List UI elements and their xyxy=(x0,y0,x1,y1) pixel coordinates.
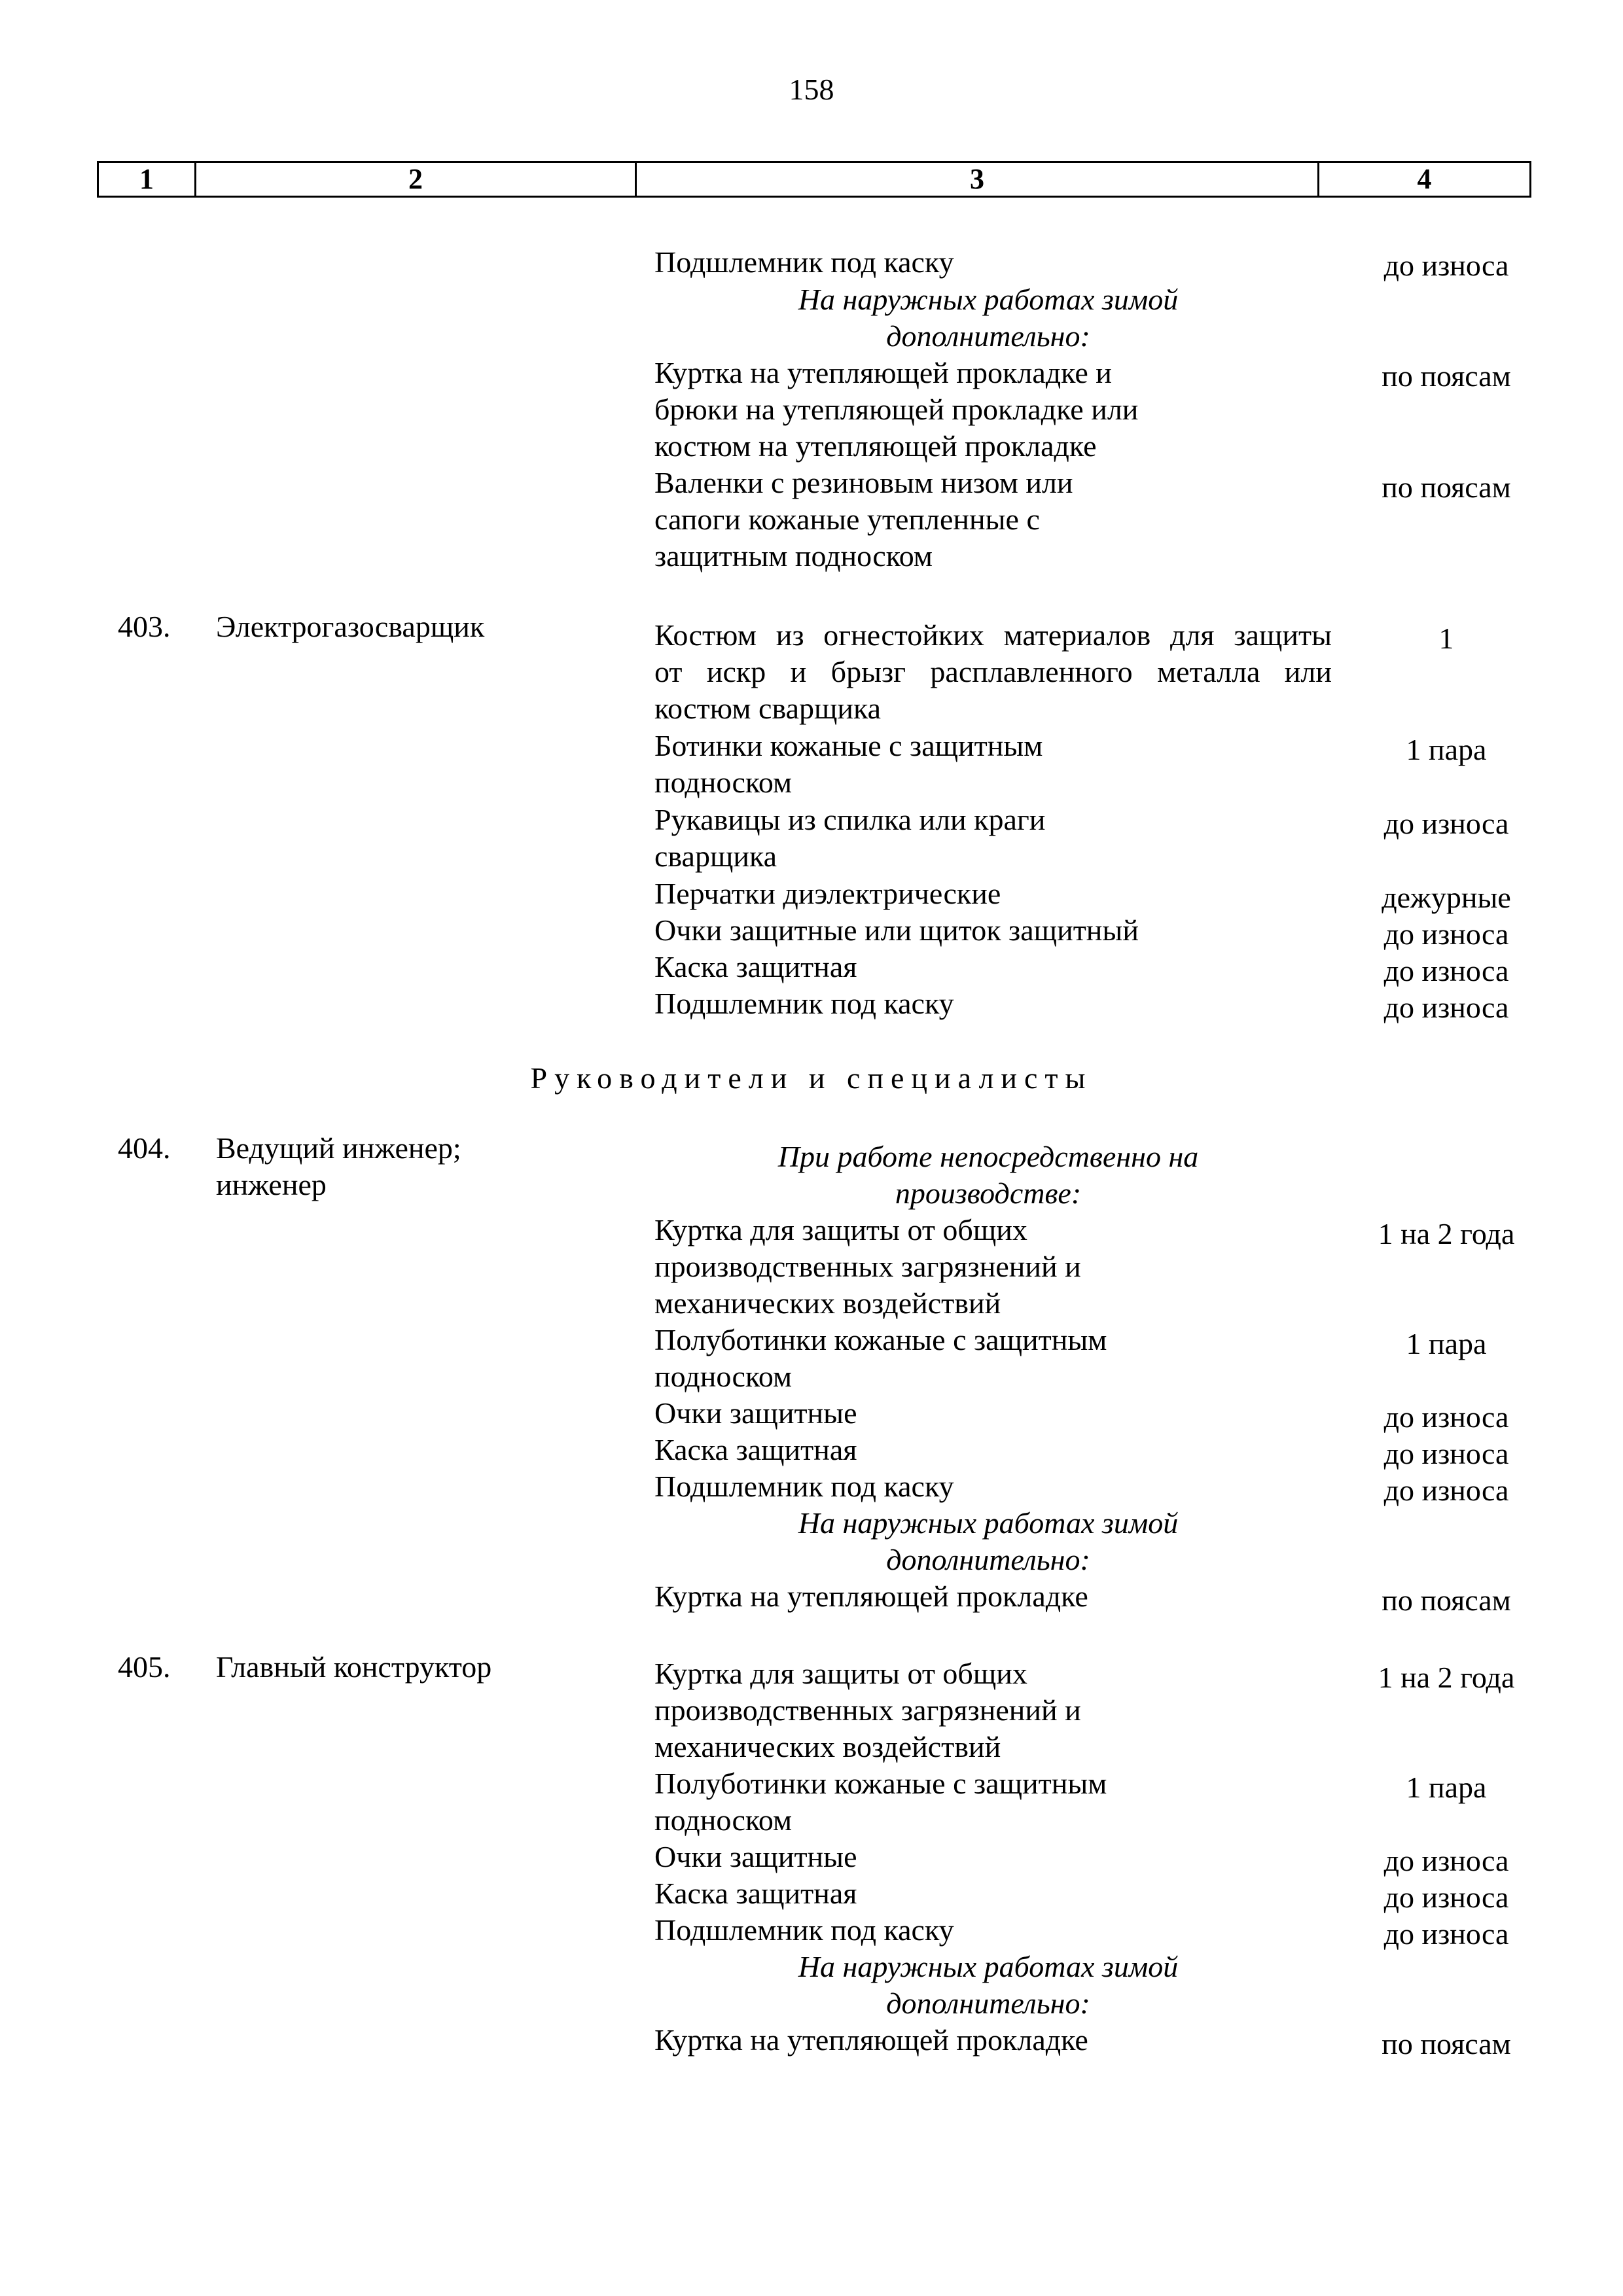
profession-405: Главный конструктор xyxy=(216,1650,492,1684)
row-number-404: 404. xyxy=(118,1131,171,1165)
qty-helmet-403: до износа xyxy=(1383,954,1509,987)
note-winter-outdoor-404: На наружных работах зимой xyxy=(798,1506,1179,1540)
item-helmet-404: Каска защитная xyxy=(654,1433,857,1466)
item-helmet-405: Каска защитная xyxy=(654,1877,857,1910)
note-winter-outdoor-405: На наружных работах зимой xyxy=(798,1950,1179,1983)
qty-helmet-liner: до износа xyxy=(1383,249,1509,282)
item-protective-jacket-404-line2: производственных загрязнений и xyxy=(654,1250,1081,1283)
qty-goggles-404: до износа xyxy=(1383,1400,1509,1434)
item-helmet-liner: Подшлемник под каску xyxy=(654,245,954,279)
profession-404-line2: инженер xyxy=(216,1168,327,1201)
column-header-1: 1 xyxy=(98,162,196,197)
row-number-403: 403. xyxy=(118,610,171,643)
item-fireproof-suit-line2: от искр и брызг расплавленного металла или xyxy=(654,655,1332,688)
qty-dielectric-gloves: дежурные xyxy=(1382,881,1511,914)
column-header-table xyxy=(97,161,1531,198)
qty-low-boots-405: 1 пара xyxy=(1406,1771,1487,1804)
profession-404-line1: Ведущий инженер; xyxy=(216,1131,461,1165)
section-heading: Руководители и специалисты xyxy=(530,1061,1093,1095)
item-protective-jacket-405-line2: производственных загрязнений и xyxy=(654,1693,1081,1727)
qty-protective-jacket-405: 1 на 2 года xyxy=(1378,1661,1515,1694)
item-goggles-405: Очки защитные xyxy=(654,1840,857,1873)
item-mittens-line2: сварщика xyxy=(654,839,777,873)
note-production: производстве: xyxy=(895,1176,1082,1210)
item-goggles-or-shield: Очки защитные или щиток защитный xyxy=(654,913,1139,947)
item-dielectric-gloves: Перчатки диэлектрические xyxy=(654,877,1001,910)
item-protective-jacket-404-line1: Куртка для защиты от общих xyxy=(654,1213,1027,1246)
item-low-boots-405-line1: Полуботинки кожаные с защитным xyxy=(654,1767,1107,1800)
item-felt-boots-line3: защитным подноском xyxy=(654,539,933,573)
qty-insulated-jacket-405: по поясам xyxy=(1382,2027,1511,2060)
qty-helmet-liner-403: до износа xyxy=(1383,991,1509,1024)
column-header-3: 3 xyxy=(636,162,1319,197)
item-low-boots-405-line2: подноском xyxy=(654,1803,793,1837)
qty-low-boots-404: 1 пара xyxy=(1406,1327,1487,1360)
item-protective-jacket-405-line1: Куртка для защиты от общих xyxy=(654,1657,1027,1690)
note-additionally: дополнительно: xyxy=(886,319,1090,353)
qty-felt-boots: по поясам xyxy=(1382,470,1511,504)
note-additionally-405: дополнительно: xyxy=(886,1987,1090,2020)
item-insulated-jacket-405: Куртка на утепляющей прокладке xyxy=(654,2023,1088,2057)
item-helmet-liner-403: Подшлемник под каску xyxy=(654,987,954,1020)
profession-403: Электрогазосварщик xyxy=(216,610,485,643)
item-mittens-line1: Рукавицы из спилка или краги xyxy=(654,803,1046,836)
qty-goggles-405: до износа xyxy=(1383,1844,1509,1877)
item-felt-boots-line2: сапоги кожаные утепленные с xyxy=(654,503,1040,536)
item-fireproof-suit-line1: Костюм из огнестойких материалов для защиты xyxy=(654,618,1332,652)
item-insulated-jacket-line3: костюм на утепляющей прокладке xyxy=(654,429,1097,463)
row-number-405: 405. xyxy=(118,1650,171,1684)
item-helmet-403: Каска защитная xyxy=(654,950,857,983)
page-number: 158 xyxy=(789,73,834,106)
qty-insulated-jacket-404: по поясам xyxy=(1382,1583,1511,1617)
qty-insulated-jacket: по поясам xyxy=(1382,359,1511,393)
note-additionally-404: дополнительно: xyxy=(886,1543,1090,1576)
item-goggles-404: Очки защитные xyxy=(654,1396,857,1430)
item-felt-boots-line1: Валенки с резиновым низом или xyxy=(654,466,1073,499)
item-low-boots-404-line2: подноском xyxy=(654,1360,793,1393)
item-protective-jacket-405-line3: механических воздействий xyxy=(654,1730,1001,1763)
qty-goggles-or-shield: до износа xyxy=(1383,917,1509,951)
item-helmet-liner-404: Подшлемник под каску xyxy=(654,1470,954,1503)
qty-helmet-404: до износа xyxy=(1383,1437,1509,1470)
item-helmet-liner-405: Подшлемник под каску xyxy=(654,1913,954,1947)
item-protective-jacket-404-line3: механических воздействий xyxy=(654,1286,1001,1320)
item-leather-boots-line1: Ботинки кожаные с защитным xyxy=(654,729,1043,762)
qty-protective-jacket-404: 1 на 2 года xyxy=(1378,1217,1515,1250)
item-leather-boots-line2: подноском xyxy=(654,766,793,799)
column-header-2: 2 xyxy=(196,162,636,197)
qty-helmet-liner-404: до износа xyxy=(1383,1474,1509,1507)
item-insulated-jacket-line1: Куртка на утепляющей прокладке и xyxy=(654,356,1112,389)
item-low-boots-404-line1: Полуботинки кожаные с защитным xyxy=(654,1323,1107,1356)
item-insulated-jacket-line2: брюки на утепляющей прокладке или xyxy=(654,393,1139,426)
qty-fireproof-suit: 1 xyxy=(1438,622,1454,655)
qty-helmet-405: до износа xyxy=(1383,1881,1509,1914)
qty-leather-boots: 1 пара xyxy=(1406,733,1487,766)
qty-mittens: до износа xyxy=(1383,807,1509,840)
column-header-4: 4 xyxy=(1319,162,1531,197)
qty-helmet-liner-405: до износа xyxy=(1383,1917,1509,1951)
item-fireproof-suit-line3: костюм сварщика xyxy=(654,692,882,725)
item-insulated-jacket-404: Куртка на утепляющей прокладке xyxy=(654,1580,1088,1613)
note-winter-outdoor: На наружных работах зимой xyxy=(798,283,1179,316)
note-production-work: При работе непосредственно на xyxy=(777,1140,1199,1173)
